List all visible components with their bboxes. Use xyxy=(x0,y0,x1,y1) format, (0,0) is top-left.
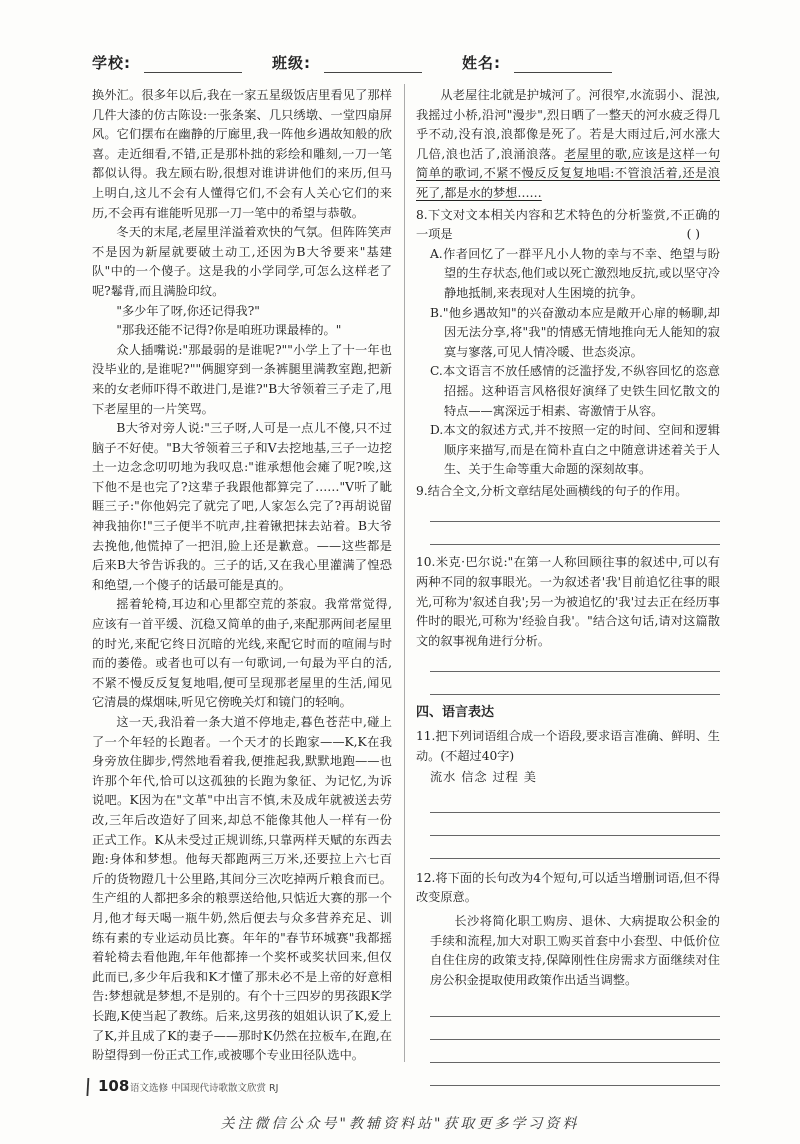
q8-option-d[interactable]: D.本文的叙述方式,并不按照一定的时间、空间和逻辑顺序来描写,而是在简朴直白之中随意讲述着关于人生、关于生命等重大命题的深刻故事。 xyxy=(430,423,720,477)
answer-line[interactable] xyxy=(430,1017,720,1040)
name-label: 姓名: xyxy=(462,54,501,72)
left-paragraph: B大爷对旁人说:"三子呀,人可是一点儿不傻,只不过脑子不好使。"B大爷领着三子和V去挖地基,三子一边挖土一边念念叨叨地为我叹息:"谁承想他会瘫了呢?唉,这下他不是也完了?这辈子我跟他都算完了……"V听了眦睚三子:"你他妈完了就完了吧,人家怎么完了?再胡说留神我抽你!"三子便半不吭声,拄着锹把抹去站着。B大爷去挽他,他慌掉了一把泪,脸上还是歉意。——这些都是后来B大爷告诉我的。三子的话,又在我心里灌满了惶恐和绝望,一个傻子的话最可能是真的。 xyxy=(92,421,392,592)
column-divider xyxy=(404,84,405,1062)
q8-option-a[interactable]: A.作者回忆了一群平凡小人物的幸与不幸、绝望与盼望的生存状态,他们或以死亡激烈地反抗,或以坚守冷静地抵制,来表现对人生困境的抗争。 xyxy=(430,246,720,300)
name-blank[interactable] xyxy=(514,72,612,73)
answer-line[interactable] xyxy=(430,651,720,672)
q12-quote: 长沙将简化职工购房、退休、大病提取公积金的手续和流程,加大对职工购买首套中小套型、中低价位自住住房的政策支持,保障刚性住房需求方面继续对住房公积金提取使用政策作出适当调整。 xyxy=(430,914,720,987)
intro-plain: 从老屋往北就是护城河了。河很窄,水流弱小、混浊,我摇过小桥,沿河"漫步",烈日晒了一整天的河水疲乏得几乎不动,没有浪,浪都像是死了。若是大雨过后,河水涨大几倍,浪也活了,浪涌浪落。 xyxy=(416,88,720,161)
q11-words: 流水 信念 过程 美 xyxy=(430,770,537,785)
left-paragraph: 摇着轮椅,耳边和心里都空荒的茶寂。我常常觉得,应该有一首平缓、沉稳又简单的曲子,来配那两间老屋里的时光,来配它终日沉暗的光线,来配它时而的喧闹与时而的萎倦。或者也可以有一句歌词,一句最为平白的活,不紧不慢反反复复地唱,便可呈现那老屋里的生活,闻见它清晨的煤烟味,听见它傍晚关灯和镜门的轻响。 xyxy=(92,597,392,710)
book-title: 语文选修 中国现代诗歌散文欣赏 RJ xyxy=(130,1083,279,1094)
left-paragraph: 换外汇。很多年以后,我在一家五星级饭店里看见了那样几件大漆的仿古陈设:一张条案、几只绣墩、一堂四扇屏风。它们摆布在幽静的厅廊里,我一阵他乡遇故知般的欣喜。走近细看,不错,正是那朴拙的彩绘和雕刻,一刀一笔都似认得。我左顾右盼,很想对谁讲讲他们的来历,但马上明白,这儿不会有人懂得它们,不会有人关心它们的来历,不会再有谁能听见那一刀一笔中的希望与恭敬。 xyxy=(92,88,392,220)
left-paragraph: 众人插嘴说:"那最弱的是谁呢?""小学上了十一年也没毕业的,是谁呢?""俩腿穿到一条裤腿里满教室跑,把新来的女老师吓得不敢进门,是谁?"B大爷领着三子走了,甩下老屋里的一片笑骂。 xyxy=(92,342,392,416)
question-10 xyxy=(416,553,720,695)
answer-line[interactable] xyxy=(430,1040,720,1063)
answer-line[interactable] xyxy=(430,674,720,695)
answer-line[interactable] xyxy=(430,813,720,836)
q9-stem: 9.结合全文,分析文章结尾处画横线的句子的作用。 xyxy=(416,483,688,498)
question-11 xyxy=(416,727,720,859)
q8-answer-paren[interactable]: ( ) xyxy=(686,227,700,242)
left-column xyxy=(92,86,392,1066)
page-number: 108 xyxy=(98,1077,130,1095)
answer-line[interactable] xyxy=(430,994,720,1017)
q8-stem xyxy=(416,206,720,245)
q8-option-b[interactable]: B."他乡遇故知"的兴奋激动本应是敞开心扉的畅聊,却因无法分享,将"我"的情感无情地推向无人能知的寂寞与寥落,可见人情冷暖、世态炎凉。 xyxy=(430,305,720,359)
underlined-sentence: 老屋里的歌,应该是这样一句简单的歌词,不紧不慢反反复复地唱:不管浪活着,还是浪死了,都是水的梦想…… xyxy=(416,146,721,200)
answer-line[interactable] xyxy=(430,524,720,545)
left-paragraph: "那我还能不记得?你是咱班功课最棒的。" xyxy=(116,323,342,338)
section-title: 四、语言表达 xyxy=(416,705,495,721)
left-paragraph: "多少年了呀,你还记得我?" xyxy=(116,303,260,318)
q11-stem: 11.把下列词语组合成一个语段,要求语言准确、鲜明、生动。(不超过40字) xyxy=(416,729,720,763)
question-12 xyxy=(416,869,720,1087)
answer-line[interactable] xyxy=(430,1063,720,1086)
right-column xyxy=(416,86,720,1086)
class-blank[interactable] xyxy=(324,72,422,73)
header xyxy=(92,52,732,80)
q8-option-c[interactable]: C.本文语言不放任感情的泛滥抒发,不纵容回忆的恣意招摇。这种语言风格很好演绎了史铁生回忆散文的特点——寓深远于相素、寄激情于从容。 xyxy=(430,364,720,418)
left-paragraph: 冬天的末尾,老屋里洋溢着欢快的气氛。但阵阵笑声不是因为新屋就要破土动工,还因为B大爷要来"基建队"中的一个傻子。这是我的小学同学,可怎么这样老了呢?鬈背,而且满脸印纹。 xyxy=(92,225,392,298)
q8-stem-text: 8.下文对文本相关内容和艺术特色的分析鉴赏,不正确的一项是 xyxy=(416,207,720,242)
answer-line[interactable] xyxy=(430,790,720,813)
question-9 xyxy=(416,482,720,546)
question-8 xyxy=(416,206,720,480)
q12-stem: 12.将下面的长句改为4个短句,可以适当增删词语,但不得改变原意。 xyxy=(416,870,720,905)
school-label: 学校: xyxy=(92,54,131,72)
answer-line[interactable] xyxy=(430,501,720,522)
q10-stem: 10.米克·巴尔说:"在第一人称回顾往事的叙述中,可以有两种不同的叙事眼光。一为叙述者'我'目前追忆往事的眼光,可称为'叙述自我';另一为被追忆的'我'过去正在经历事件时的眼光,可称为'经验自我'。"结合这句话,请对这篇散文的叙事视角进行分析。 xyxy=(416,555,720,648)
class-label: 班级: xyxy=(272,54,311,72)
school-blank[interactable] xyxy=(144,72,242,73)
answer-line[interactable] xyxy=(430,836,720,859)
promo-text: 关注微信公众号"教辅资料站"获取更多学习资料 xyxy=(220,1116,580,1132)
left-paragraph: 这一天,我沿着一条大道不停地走,暮色苍茫中,碰上了一个年轻的长跑者。一个天才的长跑家——K,K在我身旁放住脚步,愕然地看着我,便推起我,默默地跑——也许那个年代,恰可以这孤独的长跑为象征、为记忆,为诉说吧。K因为在"文革"中出言不慎,未及成年就被送去劳改,三年后改造好了回来,却总不能像其他人一样有一份正式工作。K从未受过正规训练,只靠两样天赋的东西去跑:身体和梦想。他每天都跑两三万米,还要拉上六七百斤的货物蹬几十公里路,其间分三次吃掉两斤粮食而已。生产组的人都把多余的粮票送给他,只惦近大赛的那一个月,他才每天喝一瓶牛奶,然后便去与众多营养充足、训练有素的专业运动员比赛。年年的"春节环城赛"我都摇着轮椅去看他跑,年年他都捧一个奖杯或奖状回来,但仅此而已,多少年后我和K才懂了那未必不是上帝的好意相告:梦想就是梦想,不是别的。有个十三四岁的男孩跟K学长跑,K使当起了教练。后来,这男孩的姐姐认识了K,爱上了K,并且成了K的妻子——那时K仍然在拉板车,在跑,在盼望得到一份正式工作,或被哪个专业田径队选中。 xyxy=(92,715,392,1063)
footer-slash-decoration: \ xyxy=(79,1075,96,1100)
intro-paragraph xyxy=(416,86,720,204)
